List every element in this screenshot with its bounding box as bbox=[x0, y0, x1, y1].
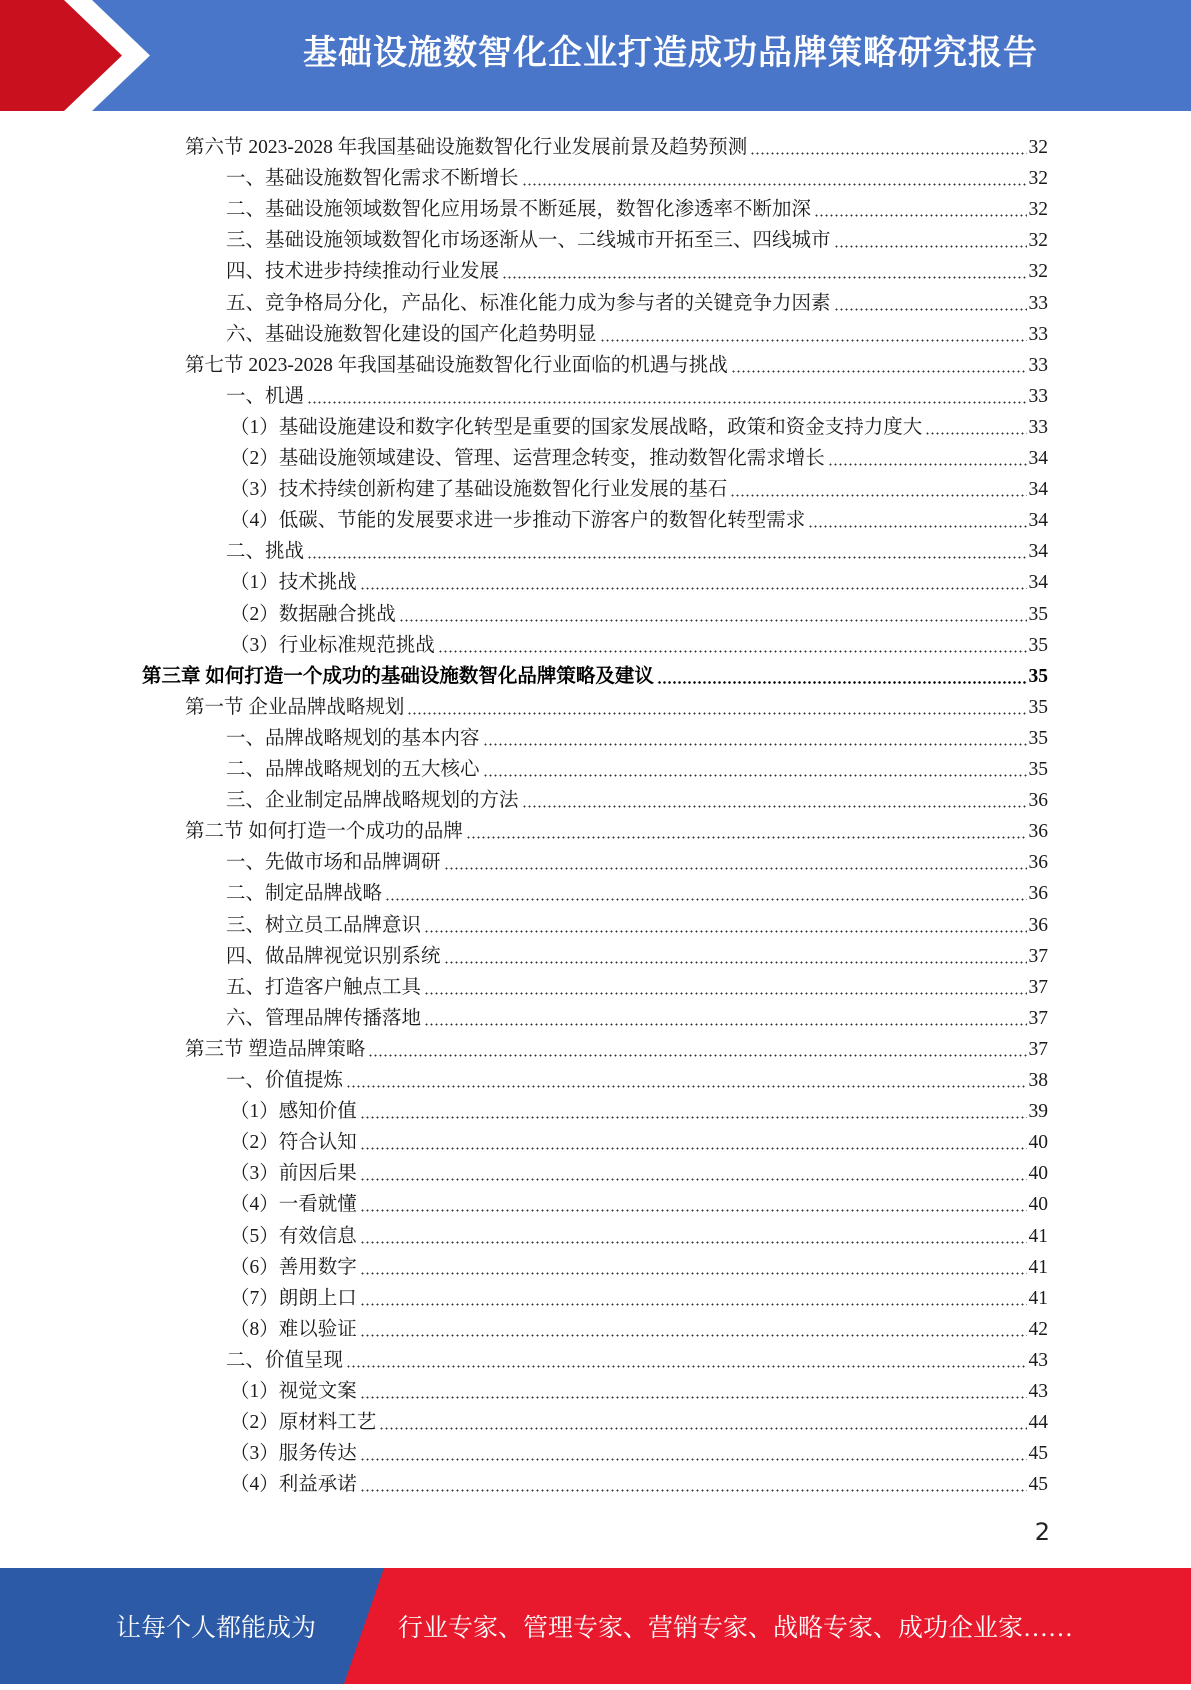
toc-entry-title: 一、品牌战略规划的基本内容 bbox=[226, 727, 480, 749]
toc-entry[interactable] bbox=[230, 440, 1048, 471]
toc-entry-page: 37 bbox=[1028, 1007, 1048, 1029]
toc-entry[interactable] bbox=[226, 253, 1048, 284]
toc-entry[interactable] bbox=[226, 907, 1048, 938]
toc-entry-page: 36 bbox=[1028, 790, 1048, 812]
toc-dot-leader bbox=[466, 836, 1027, 839]
toc-entry-page: 36 bbox=[1028, 852, 1048, 874]
toc-entry-page: 32 bbox=[1028, 230, 1048, 252]
toc-entry-title: 二、制定品牌战略 bbox=[226, 883, 383, 905]
toc-entry[interactable] bbox=[230, 1280, 1048, 1311]
toc-entry[interactable] bbox=[226, 938, 1048, 969]
toc-entry-title: 第六节 2023-2028 年我国基础设施数智化行业发展前景及趋势预测 bbox=[185, 137, 748, 158]
toc-entry-title: （7）朗朗上口 bbox=[230, 1287, 357, 1309]
toc-entry-title: 第三节 塑造品牌策略 bbox=[185, 1038, 366, 1060]
toc-entry-page: 41 bbox=[1028, 1225, 1048, 1247]
toc-entry-title: （3）技术持续创新构建了基础设施数智化行业发展的基石 bbox=[230, 479, 728, 501]
toc-entry-title: （2）原材料工艺 bbox=[230, 1412, 377, 1434]
toc-entry-page: 35 bbox=[1028, 696, 1048, 718]
toc-entry-page: 36 bbox=[1028, 883, 1048, 905]
toc-entry-title: （3）服务传达 bbox=[230, 1443, 357, 1465]
toc-entry-title: 第三章 如何打造一个成功的基础设施数智化品牌策略及建议 bbox=[142, 665, 654, 687]
toc-entry[interactable] bbox=[226, 969, 1048, 1000]
toc-dot-leader bbox=[360, 1241, 1027, 1244]
toc-entry[interactable] bbox=[142, 658, 1048, 689]
toc-entry-page: 44 bbox=[1028, 1412, 1048, 1434]
page-header bbox=[0, 0, 1191, 111]
toc-entry-page: 41 bbox=[1028, 1256, 1048, 1278]
toc-entry-title: （1）视觉文案 bbox=[230, 1381, 357, 1402]
toc-dot-leader bbox=[385, 898, 1026, 901]
toc-entry-title: 二、品牌战略规划的五大核心 bbox=[226, 759, 480, 780]
toc-entry-title: 一、基础设施数智化需求不断增长 bbox=[226, 168, 519, 190]
toc-entry-page: 38 bbox=[1028, 1070, 1048, 1091]
toc-entry[interactable] bbox=[230, 564, 1048, 595]
toc-dot-leader bbox=[925, 432, 1026, 435]
toc-dot-leader bbox=[828, 463, 1027, 466]
toc-entry-title: 第二节 如何打造一个成功的品牌 bbox=[185, 821, 463, 843]
toc-dot-leader bbox=[346, 1085, 1026, 1088]
toc-entry-title: （4）低碳、节能的发展要求进一步推动下游客户的数智化转型需求 bbox=[230, 510, 806, 532]
toc-entry-page: 32 bbox=[1028, 261, 1048, 283]
toc-entry-title: 五、打造客户触点工具 bbox=[226, 976, 422, 998]
toc-dot-leader bbox=[399, 619, 1027, 622]
toc-entry[interactable] bbox=[226, 222, 1048, 253]
toc-entry-page: 34 bbox=[1028, 448, 1048, 469]
toc-dot-leader bbox=[346, 1365, 1026, 1368]
toc-entry-title: 一、机遇 bbox=[226, 385, 305, 407]
toc-dot-leader bbox=[444, 867, 1027, 870]
toc-dot-leader bbox=[360, 1116, 1027, 1119]
toc-entry-title: 第七节 2023-2028 年我国基础设施数智化行业面临的机遇与挑战 bbox=[185, 354, 728, 376]
toc-entry-page: 33 bbox=[1028, 354, 1048, 376]
toc-entry-title: 一、价值提炼 bbox=[226, 1070, 344, 1091]
toc-entry-title: 五、竞争格局分化，产品化、标准化能力成为参与者的关键竞争力因素 bbox=[226, 292, 831, 314]
toc-entry-page: 34 bbox=[1028, 572, 1048, 594]
page-footer bbox=[0, 1568, 1191, 1684]
toc-entry-page: 34 bbox=[1028, 479, 1048, 501]
toc-entry[interactable] bbox=[226, 844, 1048, 875]
toc-entry-title: （4）利益承诺 bbox=[230, 1474, 357, 1496]
toc-dot-leader bbox=[360, 1458, 1027, 1461]
toc-entry-page: 33 bbox=[1028, 323, 1048, 345]
toc-entry[interactable] bbox=[226, 316, 1048, 347]
toc-dot-leader bbox=[424, 1023, 1026, 1026]
toc-entry-page: 39 bbox=[1028, 1101, 1048, 1123]
toc-dot-leader bbox=[808, 525, 1026, 528]
toc-dot-leader bbox=[360, 1334, 1027, 1337]
toc-dot-leader bbox=[360, 1303, 1027, 1306]
toc-entry-title: 一、先做市场和品牌调研 bbox=[226, 852, 441, 874]
toc-dot-leader bbox=[522, 805, 1027, 808]
toc-entry-title: 六、管理品牌传播落地 bbox=[226, 1007, 422, 1029]
toc-entry-title: （2）数据融合挑战 bbox=[230, 603, 396, 625]
toc-dot-leader bbox=[438, 650, 1027, 653]
toc-dot-leader bbox=[814, 214, 1026, 217]
toc-entry[interactable] bbox=[230, 471, 1048, 502]
toc-dot-leader bbox=[360, 1178, 1027, 1181]
toc-dot-leader bbox=[360, 1147, 1027, 1150]
toc-entry[interactable] bbox=[230, 627, 1048, 658]
toc-entry[interactable] bbox=[226, 285, 1048, 316]
toc-entry-page: 40 bbox=[1028, 1194, 1048, 1216]
toc-entry-title: 六、基础设施数智化建设的国产化趋势明显 bbox=[226, 323, 597, 345]
toc-entry-title: 四、技术进步持续推动行业发展 bbox=[226, 261, 500, 283]
toc-dot-leader bbox=[360, 587, 1027, 590]
toc-entry-page: 35 bbox=[1028, 665, 1048, 687]
toc-entry-page: 34 bbox=[1028, 510, 1048, 532]
toc-entry-page: 37 bbox=[1028, 945, 1048, 967]
toc-entry[interactable] bbox=[230, 1249, 1048, 1280]
toc-dot-leader bbox=[368, 1054, 1026, 1057]
toc-dot-leader bbox=[522, 183, 1027, 186]
toc-entry-page: 37 bbox=[1028, 976, 1048, 998]
toc-dot-leader bbox=[834, 245, 1027, 248]
toc-entry[interactable] bbox=[185, 129, 1048, 160]
toc-entry-page: 40 bbox=[1028, 1163, 1048, 1185]
toc-dot-leader bbox=[360, 1209, 1027, 1212]
toc-entry-page: 35 bbox=[1028, 727, 1048, 749]
toc-entry[interactable] bbox=[230, 1373, 1048, 1404]
toc-entry[interactable] bbox=[230, 1186, 1048, 1217]
toc-entry-title: 三、基础设施领域数智化市场逐渐从一、二线城市开拓至三、四线城市 bbox=[226, 230, 831, 252]
toc-entry-title: 二、挑战 bbox=[226, 541, 305, 563]
toc-dot-leader bbox=[444, 961, 1027, 964]
toc-entry-page: 32 bbox=[1028, 168, 1048, 190]
toc-entry[interactable] bbox=[226, 1342, 1048, 1373]
toc-dot-leader bbox=[483, 774, 1027, 777]
toc-entry-title: （8）难以验证 bbox=[230, 1318, 357, 1340]
toc-entry[interactable] bbox=[230, 1311, 1048, 1342]
toc-entry[interactable] bbox=[230, 502, 1048, 533]
toc-entry-page: 33 bbox=[1028, 292, 1048, 314]
toc-entry-page: 33 bbox=[1028, 385, 1048, 407]
toc-entry-page: 41 bbox=[1028, 1287, 1048, 1309]
report-title: 基础设施数智化企业打造成功品牌策略研究报告 bbox=[303, 33, 1038, 73]
toc-entry-title: 四、做品牌视觉识别系统 bbox=[226, 945, 441, 967]
toc-dot-leader bbox=[730, 494, 1026, 497]
toc-entry-page: 34 bbox=[1028, 541, 1048, 563]
toc-entry-title: （1）感知价值 bbox=[230, 1101, 357, 1123]
toc-entry-page: 43 bbox=[1028, 1349, 1048, 1371]
toc-entry[interactable] bbox=[226, 751, 1048, 782]
chevron-arrow-icon bbox=[0, 0, 160, 111]
toc-entry[interactable] bbox=[226, 160, 1048, 191]
toc-dot-leader bbox=[502, 276, 1026, 279]
toc-dot-leader bbox=[307, 556, 1026, 559]
toc-entry-page: 35 bbox=[1028, 634, 1048, 656]
toc-dot-leader bbox=[360, 1396, 1027, 1399]
toc-dot-leader bbox=[750, 152, 1026, 155]
toc-entry-page: 45 bbox=[1028, 1474, 1048, 1496]
toc-entry[interactable] bbox=[226, 782, 1048, 813]
toc-dot-leader bbox=[834, 308, 1027, 311]
toc-entry-title: （3）前因后果 bbox=[230, 1163, 357, 1185]
toc-entry[interactable] bbox=[226, 1062, 1048, 1093]
toc-entry-page: 35 bbox=[1028, 603, 1048, 625]
toc-entry-page: 43 bbox=[1028, 1381, 1048, 1402]
toc-dot-leader bbox=[307, 401, 1026, 404]
toc-entry[interactable] bbox=[226, 378, 1048, 409]
toc-entry-title: （5）有效信息 bbox=[230, 1225, 357, 1247]
toc-dot-leader bbox=[360, 1272, 1027, 1275]
footer-slogan-right: 行业专家、管理专家、营销专家、战略专家、成功企业家…… bbox=[398, 1615, 1074, 1642]
toc-entry[interactable] bbox=[226, 720, 1048, 751]
toc-dot-leader bbox=[731, 370, 1027, 373]
toc-entry[interactable] bbox=[185, 1031, 1048, 1062]
toc-entry[interactable] bbox=[226, 1000, 1048, 1031]
toc-dot-leader bbox=[483, 743, 1027, 746]
toc-entry[interactable] bbox=[185, 689, 1048, 720]
toc-entry[interactable] bbox=[230, 1124, 1048, 1155]
toc-entry[interactable] bbox=[230, 1218, 1048, 1249]
toc-entry[interactable] bbox=[226, 533, 1048, 564]
toc-dot-leader bbox=[600, 339, 1027, 342]
toc-dot-leader bbox=[424, 992, 1026, 995]
toc-entry[interactable] bbox=[185, 347, 1048, 378]
toc-entry[interactable] bbox=[230, 1404, 1048, 1435]
toc-entry-title: （6）善用数字 bbox=[230, 1256, 357, 1278]
toc-dot-leader bbox=[657, 681, 1027, 684]
toc-entry-page: 37 bbox=[1028, 1038, 1048, 1060]
toc-entry[interactable] bbox=[230, 409, 1048, 440]
toc-entry-title: 三、企业制定品牌战略规划的方法 bbox=[226, 790, 519, 812]
toc-entry-page: 32 bbox=[1028, 137, 1048, 158]
toc-entry-page: 45 bbox=[1028, 1443, 1048, 1465]
toc-entry-page: 36 bbox=[1028, 914, 1048, 936]
toc-entry-title: 三、树立员工品牌意识 bbox=[226, 914, 422, 936]
page-number: 2 bbox=[1034, 1518, 1050, 1546]
toc-dot-leader bbox=[379, 1427, 1026, 1430]
toc-dot-leader bbox=[424, 930, 1026, 933]
toc-entry-title: 二、价值呈现 bbox=[226, 1349, 344, 1371]
toc-entry-page: 35 bbox=[1028, 759, 1048, 780]
toc-entry-page: 36 bbox=[1028, 821, 1048, 843]
toc-entry-title: （1）基础设施建设和数字化转型是重要的国家发展战略，政策和资金支持力度大 bbox=[230, 416, 923, 438]
toc-entry[interactable] bbox=[230, 1466, 1048, 1497]
toc-entry-page: 42 bbox=[1028, 1318, 1048, 1340]
toc-entry[interactable] bbox=[230, 1435, 1048, 1466]
toc-entry-title: （3）行业标准规范挑战 bbox=[230, 634, 435, 656]
toc-entry-title: （2）符合认知 bbox=[230, 1132, 357, 1154]
toc-dot-leader bbox=[407, 712, 1026, 715]
toc-entry-page: 33 bbox=[1028, 416, 1048, 438]
toc-entry[interactable] bbox=[226, 875, 1048, 906]
toc-entry[interactable] bbox=[230, 1155, 1048, 1186]
toc-entry-page: 40 bbox=[1028, 1132, 1048, 1154]
toc-entry-title: （1）技术挑战 bbox=[230, 572, 357, 594]
toc-entry-title: （4）一看就懂 bbox=[230, 1194, 357, 1216]
toc-entry-page: 32 bbox=[1028, 199, 1048, 221]
footer-slogan-left: 让每个人都能成为 bbox=[115, 1615, 316, 1642]
toc-entry-title: 二、基础设施领域数智化应用场景不断延展，数智化渗透率不断加深 bbox=[226, 199, 812, 221]
toc-entry[interactable] bbox=[230, 1093, 1048, 1124]
toc-entry-title: 第一节 企业品牌战略规划 bbox=[185, 696, 405, 718]
toc-entry[interactable] bbox=[226, 191, 1048, 222]
toc-entry[interactable] bbox=[185, 813, 1048, 844]
toc-dot-leader bbox=[360, 1489, 1027, 1492]
toc-entry-title: （2）基础设施领域建设、管理、运营理念转变，推动数智化需求增长 bbox=[230, 448, 825, 469]
toc-entry[interactable] bbox=[230, 596, 1048, 627]
